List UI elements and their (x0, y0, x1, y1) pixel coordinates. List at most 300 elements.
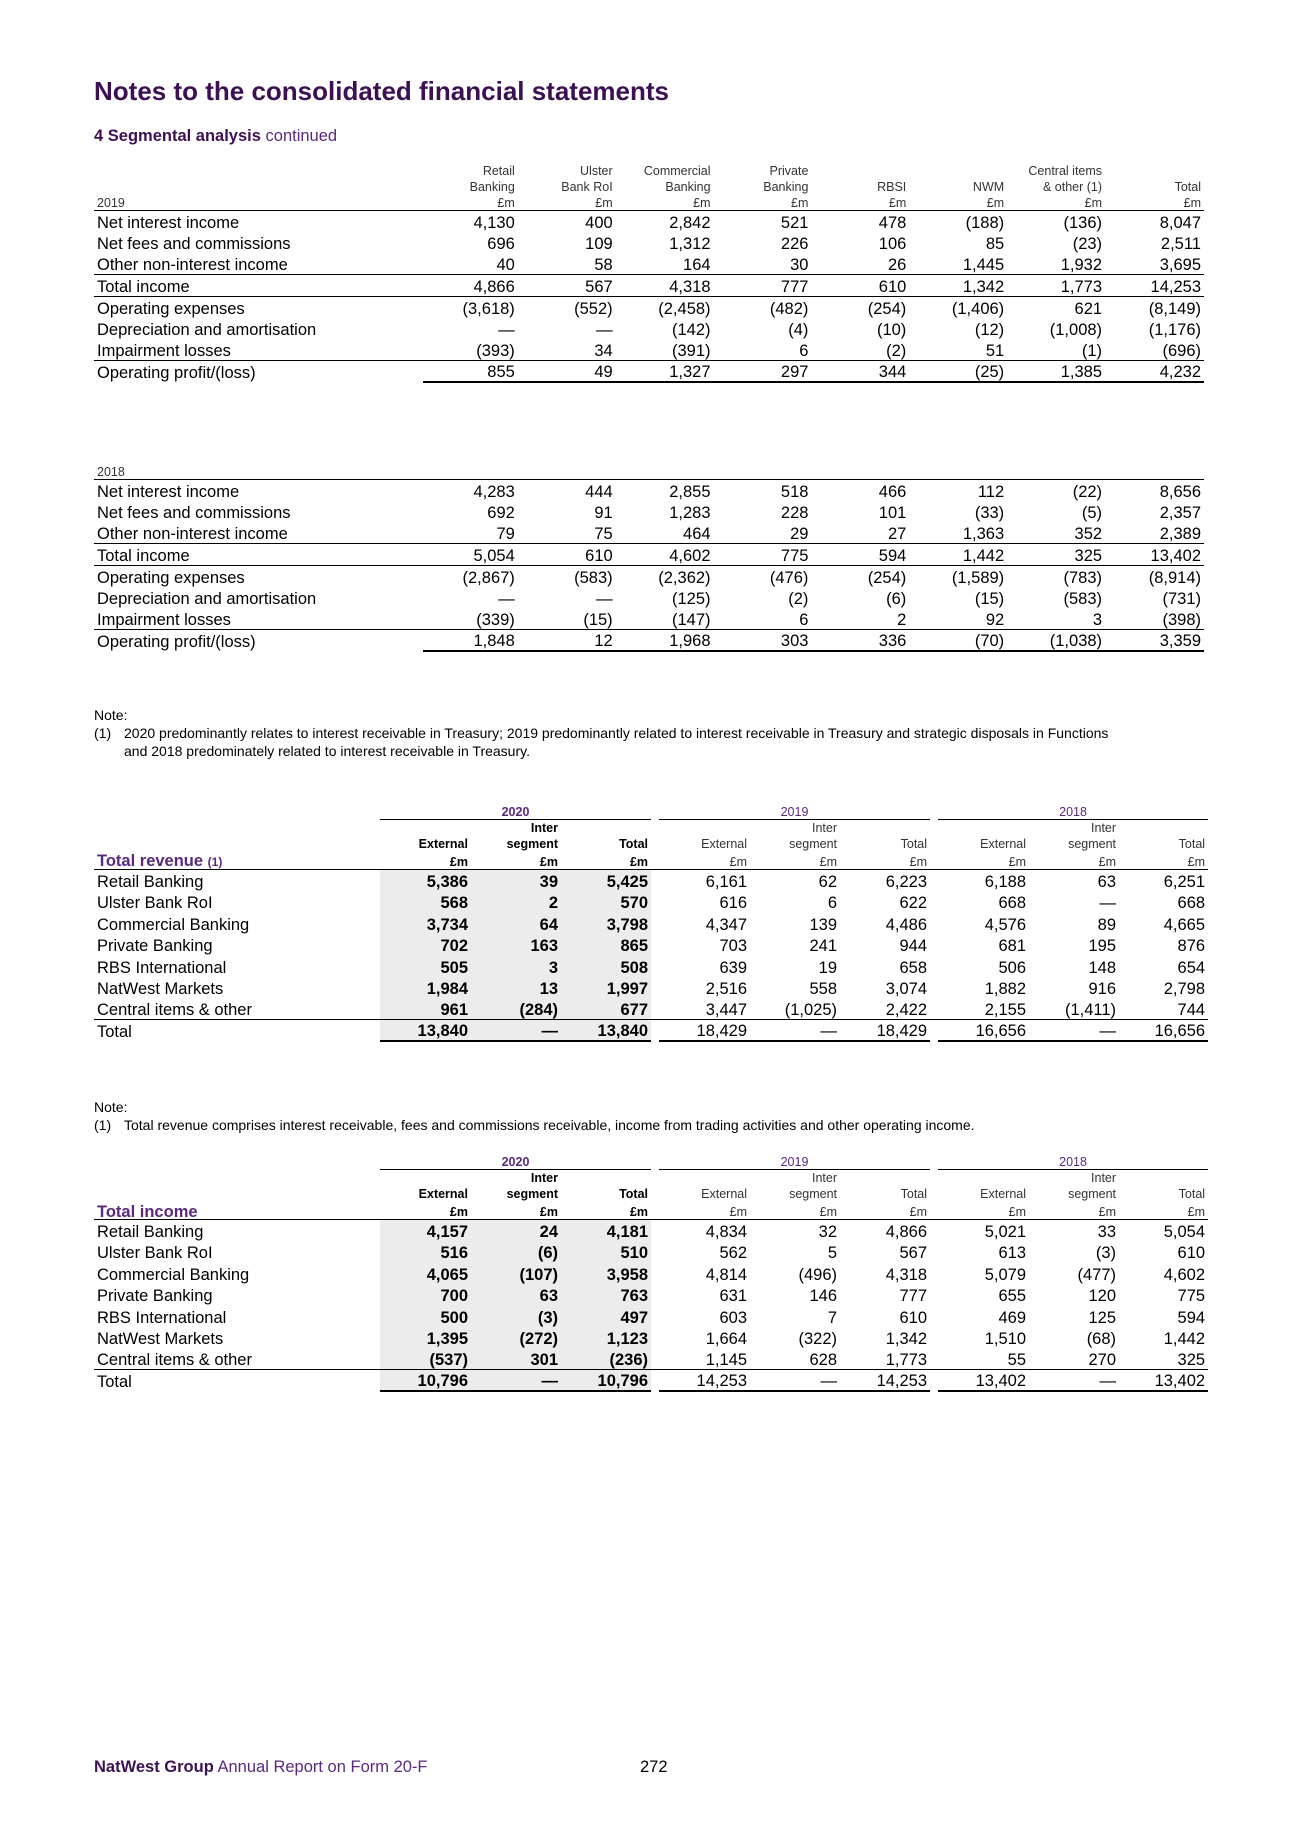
table-cell: (1,589) (909, 565, 1007, 587)
row-label: Ulster Bank RoI (97, 1244, 213, 1262)
table-cell: 5,054 (423, 544, 518, 566)
table-cell: 478 (878, 213, 907, 232)
column-header: External (701, 837, 748, 851)
table-cell: 944 (899, 937, 928, 955)
table-cell: 2,516 (705, 980, 748, 998)
table-row (94, 608, 1204, 630)
table-cell: (236) (561, 1348, 651, 1370)
row-label: Retail Banking (97, 872, 204, 891)
table-cell: 120 (1088, 1287, 1117, 1305)
column-header-row (94, 1169, 1208, 1185)
table-cell: 13 (471, 977, 561, 999)
note-text-line: and 2018 predominately related to interest receivable in Treasury. (124, 743, 530, 759)
table-cell: 325 (1177, 1351, 1206, 1369)
table-cell: (4) (788, 321, 809, 339)
row-label: Net fees and commissions (97, 504, 291, 522)
column-gap (930, 1262, 938, 1284)
header-spacer (1007, 463, 1105, 479)
table-cell: (398) (1105, 608, 1204, 630)
table-cell: 639 (719, 958, 748, 977)
table-cell: 521 (780, 213, 809, 232)
year-label (94, 162, 423, 178)
table-cell: 32 (818, 1222, 838, 1241)
table-cell: 18,429 (659, 1020, 750, 1042)
column-gap (651, 1327, 659, 1349)
section-continued: continued (265, 127, 338, 145)
table-cell: 8,656 (1159, 482, 1201, 501)
table-cell: 4,065 (380, 1262, 471, 1284)
column-header-row (94, 819, 1208, 835)
table-cell: 703 (719, 937, 748, 955)
table-cell: 400 (585, 213, 613, 232)
table-cell: (1,406) (909, 296, 1007, 318)
table-row (94, 361, 1204, 383)
row-label: Operating expenses (94, 296, 423, 318)
table-cell: 702 (380, 934, 471, 956)
table-cell: (537) (380, 1348, 471, 1370)
table-row (94, 1348, 1208, 1370)
table-cell: 518 (780, 482, 809, 501)
segment-column-header: NWM (972, 180, 1005, 194)
table-cell: 506 (998, 958, 1027, 977)
table-cell: 101 (878, 504, 907, 522)
table-cell: (477) (1077, 1265, 1117, 1284)
table-cell: 4,130 (473, 213, 515, 232)
column-header: segment (1068, 837, 1117, 851)
unit-header: £m (380, 851, 471, 869)
table-cell: 1,123 (561, 1327, 651, 1349)
table-cell: 1,968 (616, 630, 714, 652)
segment-column-header: £m (518, 194, 616, 210)
table-cell: 1,442 (1163, 1330, 1206, 1348)
header-spacer (1105, 463, 1204, 479)
table-cell: 139 (809, 915, 838, 934)
table-cell: 16,656 (938, 1020, 1029, 1042)
unit-header: £m (938, 851, 1029, 869)
year-label (94, 178, 423, 194)
table-cell: 4,232 (1105, 361, 1204, 383)
year-header: 2018 (938, 1155, 1208, 1169)
column-header-row (94, 1185, 1208, 1201)
note-marker: (1) (94, 725, 112, 741)
table-cell: 12 (518, 630, 616, 652)
table-cell: (3) (1095, 1244, 1117, 1262)
unit-header: £m (561, 851, 651, 869)
column-gap (930, 851, 938, 869)
column-gap (930, 1284, 938, 1306)
header-spacer (811, 463, 909, 479)
unit-header: £m (750, 1201, 840, 1219)
table-cell: 7 (827, 1308, 838, 1327)
unit-header: £m (840, 1201, 930, 1219)
column-gap (930, 977, 938, 999)
header-spacer (840, 819, 930, 835)
header-spacer (94, 1185, 380, 1201)
table-cell: 2,357 (1159, 504, 1201, 522)
row-label: Impairment losses (94, 608, 423, 630)
table-row (94, 479, 1204, 501)
table-cell: 775 (1177, 1287, 1206, 1305)
table-cell: 692 (487, 504, 515, 522)
table-title-text: Total income (97, 1202, 198, 1221)
table-cell: 510 (561, 1241, 651, 1263)
note-central-items (94, 706, 1108, 760)
total-income-table (94, 1155, 1208, 1392)
column-gap (930, 912, 938, 934)
table-cell: (272) (471, 1327, 561, 1349)
column-gap (651, 1020, 659, 1042)
table-row (94, 934, 1208, 956)
column-header: External (418, 1187, 468, 1201)
segment-column-header: Retail (482, 164, 515, 178)
table-cell: 628 (809, 1351, 838, 1369)
table-cell: 1,145 (705, 1351, 748, 1369)
table-cell: (8,149) (1105, 296, 1204, 318)
note-total-revenue (94, 1098, 975, 1134)
table-cell: 325 (1007, 544, 1105, 566)
table-cell: — (498, 321, 515, 339)
table-row (94, 1284, 1208, 1306)
column-gap (651, 977, 659, 999)
table-cell: (1,176) (1148, 321, 1201, 339)
row-label: Private Banking (97, 1287, 213, 1305)
table-cell: (3) (471, 1305, 561, 1327)
table-cell: 1,848 (423, 630, 518, 652)
column-gap (651, 1262, 659, 1284)
column-gap (651, 1370, 659, 1392)
segment-column-header: £m (423, 194, 518, 210)
table-cell: 5,386 (380, 869, 471, 891)
row-label: Operating expenses (94, 565, 423, 587)
year-header-row (94, 805, 1208, 819)
table-cell: 195 (1088, 937, 1117, 955)
row-label: Total income (94, 275, 423, 297)
table-cell: 775 (714, 544, 812, 566)
table-cell: 621 (1007, 296, 1105, 318)
segment-column-header: Ulster (580, 164, 613, 178)
table-cell: 4,602 (616, 544, 714, 566)
row-label: RBS International (97, 958, 227, 977)
table-cell: 631 (719, 1287, 748, 1305)
table-cell: 567 (899, 1244, 928, 1262)
table-cell: 2,855 (669, 482, 711, 501)
table-cell: (476) (714, 565, 812, 587)
column-gap (651, 998, 659, 1020)
table-cell: 613 (998, 1244, 1027, 1262)
column-gap (930, 1348, 938, 1370)
column-header: External (980, 837, 1027, 851)
year-header: 2020 (380, 805, 651, 819)
section-title: 4 Segmental analysis (94, 127, 261, 145)
unit-header: £m (1119, 1201, 1208, 1219)
table-cell: 4,318 (885, 1265, 928, 1284)
table-row (94, 522, 1204, 544)
table-row (94, 1241, 1208, 1263)
row-label: Retail Banking (97, 1222, 204, 1241)
column-header: Total (619, 837, 649, 851)
column-header: External (701, 1187, 748, 1201)
table-cell: (1,025) (784, 1001, 838, 1019)
segment-column-header: £m (1105, 194, 1204, 210)
footer-report: Annual Report on Form 20-F (217, 1758, 428, 1776)
table-cell: 505 (380, 955, 471, 977)
table-cell: 2,798 (1163, 980, 1206, 998)
segment-column-header: Private (769, 164, 809, 178)
table-row (94, 998, 1208, 1020)
table-cell: (496) (798, 1265, 838, 1284)
table-cell: 3,734 (380, 912, 471, 934)
table-cell: 4,602 (1163, 1265, 1206, 1284)
table-cell: 85 (985, 235, 1005, 253)
table-cell: — (1029, 1020, 1119, 1042)
column-header-inter: Inter (1091, 821, 1117, 835)
header-spacer (561, 1169, 651, 1185)
column-gap (651, 891, 659, 913)
note-text-line: Total revenue comprises interest receivable, fees and commissions receivable, income from trading activities and other operating income. (124, 1117, 975, 1133)
table-cell: 2,389 (1105, 522, 1204, 544)
table-cell: 301 (471, 1348, 561, 1370)
column-gap (651, 1305, 659, 1327)
table-title (94, 1201, 380, 1219)
table-cell: 26 (811, 253, 909, 275)
column-gap (651, 1155, 659, 1169)
table-cell: 855 (423, 361, 518, 383)
row-label: Net fees and commissions (97, 235, 291, 253)
table-row (94, 955, 1208, 977)
table-cell: 33 (1097, 1222, 1117, 1241)
table-cell: 10,796 (561, 1370, 651, 1392)
table-cell: 6,161 (705, 872, 748, 891)
table-cell: 39 (471, 869, 561, 891)
table-cell: (15) (518, 608, 616, 630)
column-gap (651, 869, 659, 891)
unit-header: £m (380, 1201, 471, 1219)
segment-column-header (909, 162, 1007, 178)
unit-header: £m (750, 851, 840, 869)
table-cell: 2,422 (885, 1001, 928, 1019)
header-spacer (94, 1155, 380, 1169)
table-cell: (12) (974, 321, 1005, 339)
table-cell: 658 (899, 958, 928, 977)
table-row (94, 912, 1208, 934)
column-header: Total (1178, 837, 1206, 851)
row-label: RBS International (97, 1308, 227, 1327)
table-cell: 62 (818, 872, 838, 891)
row-label: Other non-interest income (94, 522, 423, 544)
table-cell: 5,054 (1163, 1222, 1206, 1241)
table-cell: (583) (1063, 590, 1103, 608)
segment-column-header (1105, 162, 1204, 178)
column-header-row (94, 835, 1208, 851)
table-cell: 4,814 (705, 1265, 748, 1284)
row-label: Commercial Banking (97, 915, 250, 934)
table-cell: 8,047 (1159, 213, 1201, 232)
unit-header: £m (471, 1201, 561, 1219)
table-cell: (3,618) (423, 296, 518, 318)
table-cell: (393) (423, 339, 518, 361)
table-cell: 876 (1177, 937, 1206, 955)
year-header-row (94, 1155, 1208, 1169)
header-spacer (380, 819, 471, 835)
table-cell: (696) (1105, 339, 1204, 361)
table-cell: (68) (1086, 1330, 1117, 1348)
table-cell: 1,442 (909, 544, 1007, 566)
table-cell: 1,773 (1007, 275, 1105, 297)
table-cell: (8,914) (1105, 565, 1204, 587)
table-cell: 444 (585, 482, 613, 501)
column-header: Total (619, 1187, 649, 1201)
table-row (94, 869, 1208, 891)
table-cell: 3,359 (1105, 630, 1204, 652)
table-cell: (136) (1063, 213, 1103, 232)
table-cell: 464 (616, 522, 714, 544)
row-label: Total (94, 1020, 380, 1042)
column-header: segment (789, 837, 838, 851)
header-spacer (561, 819, 651, 835)
table-cell: 744 (1177, 1001, 1206, 1019)
table-cell: (2,867) (423, 565, 518, 587)
table-cell: 14,253 (840, 1370, 930, 1392)
row-label: Operating profit/(loss) (94, 361, 423, 383)
table-cell: 16,656 (1119, 1020, 1208, 1042)
table-cell: 4,576 (984, 915, 1027, 934)
table-cell: 40 (423, 253, 518, 275)
table-cell: 6,251 (1163, 872, 1206, 891)
table-cell: 1,283 (669, 504, 711, 522)
column-header: segment (789, 1187, 838, 1201)
total-revenue-table (94, 805, 1208, 1042)
table-cell: (552) (518, 296, 616, 318)
table-cell: 63 (471, 1284, 561, 1306)
segment-table-2019 (94, 162, 1204, 383)
table-cell: 696 (487, 235, 515, 253)
table-row (94, 1305, 1208, 1327)
column-gap (930, 955, 938, 977)
table-cell: 13,840 (380, 1020, 471, 1042)
column-gap (930, 1305, 938, 1327)
table-cell: 6 (714, 608, 812, 630)
table-row (94, 1219, 1208, 1241)
table-cell: (5) (1081, 504, 1103, 522)
table-cell: 3,447 (705, 1001, 748, 1019)
table-cell: 3 (471, 955, 561, 977)
year-header: 2020 (380, 1155, 651, 1169)
total-row (94, 1020, 1208, 1042)
header-spacer (659, 819, 750, 835)
row-label: Net interest income (97, 213, 240, 232)
segment-column-header: Commercial (643, 164, 711, 178)
table-cell: 2 (471, 891, 561, 913)
table-cell: 1,385 (1007, 361, 1105, 383)
table-cell: — (1099, 894, 1117, 912)
table-cell: 500 (380, 1305, 471, 1327)
unit-header: £m (1119, 851, 1208, 869)
segment-header-row (94, 463, 1204, 479)
year-label: 2019 (94, 194, 423, 210)
column-header: segment (1068, 1187, 1117, 1201)
table-cell: (1,411) (1064, 1001, 1117, 1019)
table-cell: — (596, 321, 613, 339)
unit-header: £m (659, 851, 750, 869)
column-gap (651, 835, 659, 851)
table-cell: 3,958 (561, 1262, 651, 1284)
table-cell: 6,223 (885, 872, 928, 891)
table-cell: 75 (518, 522, 616, 544)
header-spacer (714, 463, 812, 479)
table-row (94, 210, 1204, 232)
column-gap (651, 934, 659, 956)
section-heading (94, 127, 337, 146)
table-row (94, 339, 1204, 361)
column-gap (930, 1219, 938, 1241)
page-number: 272 (640, 1758, 668, 1776)
table-cell: 270 (1088, 1351, 1117, 1369)
table-cell: 125 (1088, 1308, 1117, 1327)
table-cell: (1) (1007, 339, 1105, 361)
row-label: Net interest income (97, 482, 240, 501)
table-cell: (731) (1162, 590, 1201, 608)
table-cell: 297 (714, 361, 812, 383)
table-row (94, 232, 1204, 254)
table-cell: 63 (1097, 872, 1117, 891)
table-cell: 497 (561, 1305, 651, 1327)
table-cell: 344 (811, 361, 909, 383)
table-cell: 961 (380, 998, 471, 1020)
row-label: Central items & other (97, 1351, 252, 1369)
table-cell: (2,458) (616, 296, 714, 318)
row-label: Depreciation and amortisation (97, 321, 317, 339)
table-cell: 466 (878, 482, 907, 501)
table-cell: (25) (909, 361, 1007, 383)
column-header: Total (1178, 1187, 1206, 1201)
segment-header-row (94, 194, 1204, 210)
column-header-inter: Inter (812, 821, 838, 835)
table-cell: (322) (798, 1330, 838, 1348)
table-cell: 763 (561, 1284, 651, 1306)
table-row (94, 587, 1204, 609)
segment-column-header: Banking (665, 180, 711, 194)
table-title-text: Total revenue (97, 851, 204, 870)
unit-header: £m (840, 851, 930, 869)
table-cell: 6,188 (984, 872, 1027, 891)
table-cell: 336 (811, 630, 909, 652)
table-cell: 700 (380, 1284, 471, 1306)
table-cell: 49 (518, 361, 616, 383)
table-cell: (22) (1072, 482, 1103, 501)
table-cell: — (498, 590, 515, 608)
row-label: NatWest Markets (97, 980, 224, 998)
table-cell: 1,445 (909, 253, 1007, 275)
column-header-inter: Inter (530, 821, 558, 835)
table-cell: (70) (909, 630, 1007, 652)
column-gap (651, 955, 659, 977)
table-cell: 469 (998, 1308, 1027, 1327)
header-spacer (1119, 819, 1208, 835)
table-cell: 610 (1177, 1244, 1206, 1262)
table-cell: 226 (780, 235, 809, 253)
row-label: Ulster Bank RoI (97, 894, 213, 912)
table-row (94, 977, 1208, 999)
table-cell: (33) (974, 504, 1005, 522)
table-cell: (783) (1007, 565, 1105, 587)
table-cell: 89 (1097, 915, 1117, 934)
table-row (94, 253, 1204, 275)
unit-header: £m (1029, 851, 1119, 869)
table-cell: 916 (1088, 980, 1117, 998)
table-cell: 13,402 (1105, 544, 1204, 566)
column-gap (651, 805, 659, 819)
table-row (94, 1262, 1208, 1284)
